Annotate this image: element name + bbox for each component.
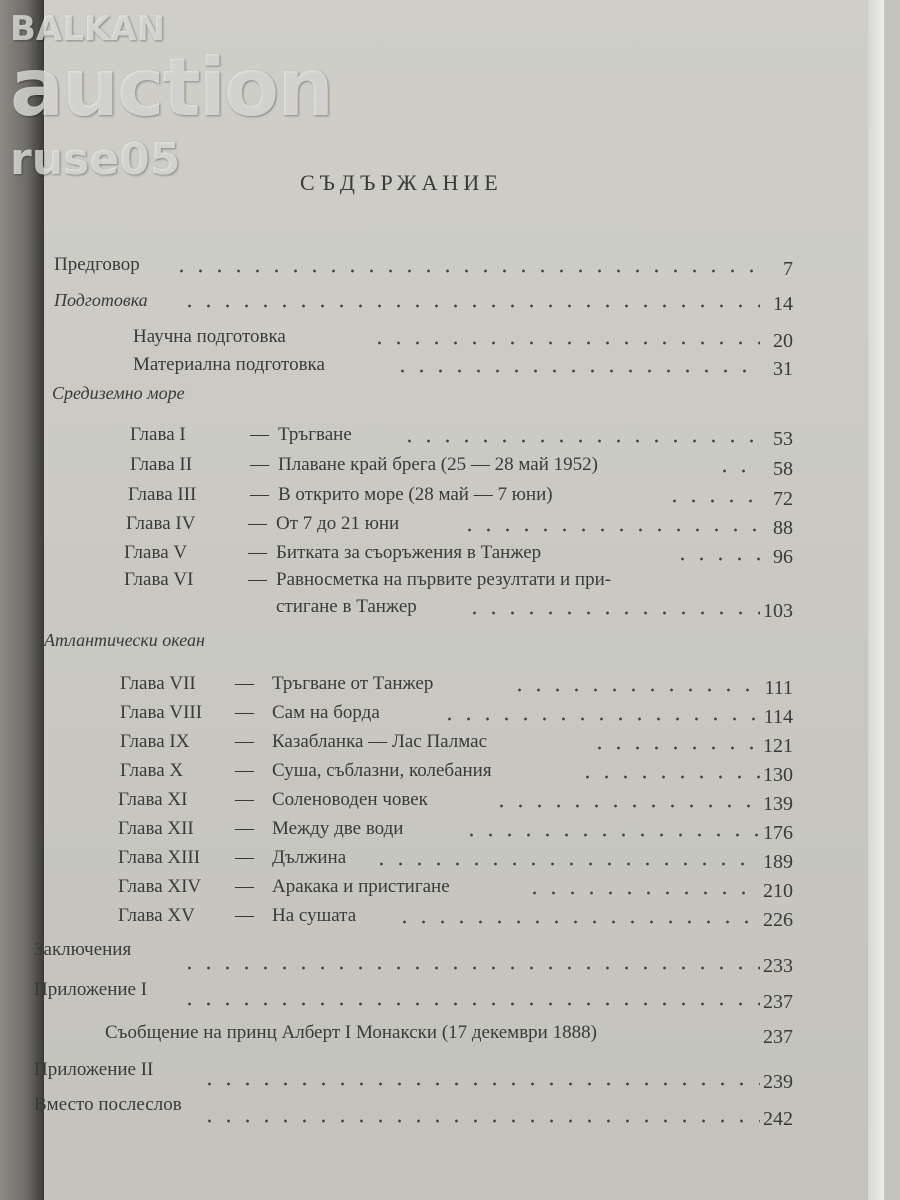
chapter-dash: — xyxy=(235,731,254,752)
toc-entry xyxy=(0,450,900,480)
toc-section-heading xyxy=(0,625,900,655)
toc-entry xyxy=(0,1090,900,1130)
chapter-dash: — xyxy=(235,847,254,868)
toc-entry xyxy=(0,669,900,699)
page-number: 242 xyxy=(763,1108,793,1130)
chapter-number: Глава XIV xyxy=(118,876,202,897)
chapter-title-continued: стигане в Танжер xyxy=(276,596,417,617)
page-number: 233 xyxy=(763,955,793,977)
watermark-ruse05: ruse05 xyxy=(10,134,181,185)
chapter-title: От 7 до 21 юни xyxy=(276,513,400,534)
page-number: 72 xyxy=(773,488,793,510)
chapter-title: В открито море (28 май — 7 юни) xyxy=(278,484,553,505)
chapter-number: Глава V xyxy=(124,542,188,563)
chapter-dash: — xyxy=(250,424,269,445)
page-number: 239 xyxy=(763,1071,793,1093)
entry-label: Материална подготовка xyxy=(133,354,325,375)
toc-entry xyxy=(0,901,900,931)
toc-entry xyxy=(0,727,900,757)
chapter-number: Глава I xyxy=(130,424,186,445)
dot-leader xyxy=(465,592,760,622)
page-number: 7 xyxy=(783,258,793,280)
dot-leader xyxy=(180,983,760,1013)
entry-label: Приложение I xyxy=(34,979,148,1000)
page-number: 20 xyxy=(773,330,793,352)
page-number: 130 xyxy=(763,764,793,786)
toc-entry xyxy=(0,1055,900,1093)
chapter-dash: — xyxy=(235,818,254,839)
dot-leader xyxy=(393,350,760,380)
page-number: 53 xyxy=(773,428,793,450)
page-number: 237 xyxy=(763,991,793,1013)
page-number: 121 xyxy=(763,735,793,757)
chapter-number: Глава VIII xyxy=(120,702,203,723)
entry-label: Средиземно море xyxy=(52,383,185,403)
chapter-number: Глава XII xyxy=(118,818,194,839)
chapter-number: Глава XI xyxy=(118,789,188,810)
chapter-number: Глава II xyxy=(130,454,193,475)
dot-leader xyxy=(462,814,760,844)
dot-leader xyxy=(673,538,760,568)
chapter-title: Тръгване от Танжер xyxy=(272,673,434,694)
toc-entry xyxy=(0,250,900,280)
toc-entry xyxy=(0,509,900,539)
page-number: 111 xyxy=(764,677,793,699)
toc-entry xyxy=(0,698,900,728)
chapter-dash: — xyxy=(250,454,269,475)
dot-leader xyxy=(510,669,760,699)
chapter-number: Глава IV xyxy=(126,513,196,534)
toc-entry xyxy=(0,814,900,844)
page-number: 114 xyxy=(763,706,793,728)
toc-entry xyxy=(0,420,900,450)
chapter-dash: — xyxy=(235,702,254,723)
toc-entry xyxy=(0,935,900,977)
dot-leader xyxy=(578,756,760,786)
page-number: 226 xyxy=(763,909,793,931)
chapter-title: Битката за съоръжения в Танжер xyxy=(276,542,542,563)
chapter-number: Глава III xyxy=(128,484,197,505)
chapter-number: Глава IX xyxy=(120,731,190,752)
chapter-title: Тръгване xyxy=(278,424,352,445)
toc-entry xyxy=(0,1018,900,1048)
chapter-title: Казабланка — Лас Палмас xyxy=(272,731,488,752)
chapter-title: На сушата xyxy=(272,905,357,926)
entry-label: Научна подготовка xyxy=(133,326,286,347)
entry-label: Приложение II xyxy=(34,1059,154,1080)
toc-section-heading xyxy=(0,378,900,408)
toc-title: СЪДЪРЖАНИЕ xyxy=(300,170,503,195)
toc-entry xyxy=(0,785,900,815)
chapter-dash: — xyxy=(250,484,269,505)
page-number: 176 xyxy=(763,822,793,844)
chapter-title: Сам на борда xyxy=(272,702,380,723)
page-number: 58 xyxy=(773,458,793,480)
page-number: 189 xyxy=(763,851,793,873)
dot-leader xyxy=(370,322,760,352)
page-number: 139 xyxy=(763,793,793,815)
chapter-dash: — xyxy=(248,542,267,563)
entry-label: Предговор xyxy=(54,254,140,275)
toc-entry xyxy=(0,322,900,352)
chapter-dash: — xyxy=(248,569,267,590)
dot-leader xyxy=(525,872,760,902)
dot-leader xyxy=(395,901,760,931)
chapter-number: Глава XIII xyxy=(118,847,201,868)
chapter-title: Между две води xyxy=(272,818,404,839)
dot-leader xyxy=(172,250,760,280)
chapter-number: Глава VII xyxy=(120,673,196,694)
page-number: 103 xyxy=(763,600,793,622)
entry-label: Заключения xyxy=(34,939,132,960)
page-number: 210 xyxy=(763,880,793,902)
dot-leader xyxy=(590,727,760,757)
toc-entry xyxy=(0,285,900,315)
entry-label: Съобщение на принц Алберт I Монакски (17 декември 1888) xyxy=(105,1022,597,1043)
dot-leader xyxy=(200,1100,760,1130)
watermark-balkan: BALKAN xyxy=(10,9,166,49)
entry-label: Атлантически океан xyxy=(44,630,205,650)
chapter-title: Дължина xyxy=(272,847,347,868)
chapter-title: Плаване край брега (25 — 28 май 1952) xyxy=(278,454,598,475)
dot-leader xyxy=(715,450,760,480)
dot-leader xyxy=(460,509,760,539)
dot-leader xyxy=(180,947,760,977)
chapter-title: Суша, съблазни, колебания xyxy=(272,760,492,781)
chapter-dash: — xyxy=(235,760,254,781)
chapter-title: Аракака и пристигане xyxy=(272,876,450,897)
entry-label: Вместо послеслов xyxy=(34,1094,182,1115)
page-number: 88 xyxy=(773,517,793,539)
toc-entry xyxy=(0,756,900,786)
dot-leader xyxy=(665,480,760,510)
toc-entry xyxy=(0,350,900,380)
toc-entry xyxy=(0,480,900,510)
page-number: 14 xyxy=(773,293,793,315)
dot-leader xyxy=(180,285,760,315)
dot-leader xyxy=(200,1063,760,1093)
chapter-dash: — xyxy=(235,876,254,897)
watermark-auction: auction xyxy=(10,41,332,134)
toc-entry xyxy=(0,872,900,902)
chapter-dash: — xyxy=(235,673,254,694)
chapter-number: Глава VI xyxy=(124,569,194,590)
page-number: 31 xyxy=(773,358,793,380)
chapter-dash: — xyxy=(248,513,267,534)
page-number: 96 xyxy=(773,546,793,568)
toc-entry xyxy=(0,975,900,1013)
dot-leader xyxy=(372,843,760,873)
chapter-number: Глава X xyxy=(120,760,184,781)
chapter-title: Равносметка на първите резултати и при- xyxy=(276,569,612,590)
dot-leader xyxy=(400,420,760,450)
toc-entry xyxy=(0,843,900,873)
toc-entry xyxy=(0,565,900,622)
chapter-dash: — xyxy=(235,789,254,810)
toc-entry xyxy=(0,538,900,568)
chapter-number: Глава XV xyxy=(118,905,195,926)
chapter-title: Соленоводен човек xyxy=(272,789,428,810)
page-number: 237 xyxy=(763,1026,793,1048)
dot-leader xyxy=(492,785,760,815)
entry-label: Подготовка xyxy=(54,290,148,310)
chapter-dash: — xyxy=(235,905,254,926)
dot-leader xyxy=(440,698,760,728)
